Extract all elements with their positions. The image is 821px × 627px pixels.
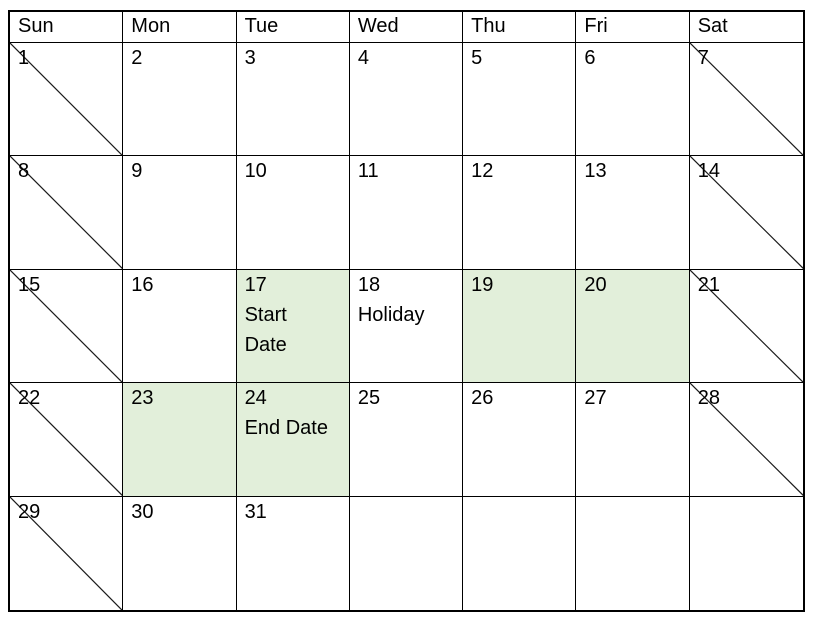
- day-number: 17: [244, 273, 267, 296]
- weekday-header: Sun: [10, 12, 123, 43]
- weekday-header: Wed: [350, 12, 463, 43]
- day-number: 8: [18, 160, 30, 183]
- day-cell: [576, 383, 689, 496]
- day-number: 9: [131, 160, 143, 183]
- day-cell: [237, 43, 350, 156]
- day-cell: [237, 383, 350, 496]
- day-number: 1: [18, 47, 30, 69]
- day-cell: [463, 270, 576, 383]
- day-number: 5: [471, 47, 483, 69]
- day-cell: [123, 156, 236, 269]
- day-number: 24: [244, 387, 267, 410]
- day-number: 30: [131, 500, 154, 523]
- day-number: 20: [584, 273, 607, 296]
- day-cell: [463, 497, 576, 610]
- day-cell: [690, 156, 803, 269]
- day-cell: [350, 497, 463, 610]
- day-cell: [690, 497, 803, 610]
- day-number: 10: [244, 160, 267, 183]
- weekday-header: Thu: [463, 12, 576, 43]
- day-cell: [576, 43, 689, 156]
- day-number: 18: [357, 273, 381, 296]
- day-number: 26: [471, 387, 494, 410]
- day-cell: [237, 497, 350, 610]
- day-number: 15: [18, 273, 41, 296]
- day-number: 11: [357, 160, 379, 183]
- weekday-header: Sat: [690, 12, 803, 43]
- day-number: 12: [471, 160, 494, 183]
- day-label: End Date: [244, 417, 328, 440]
- day-number: 28: [697, 387, 720, 410]
- day-number: 31: [244, 500, 267, 523]
- day-number: 14: [697, 160, 720, 183]
- day-cell: [690, 43, 803, 156]
- day-number: 21: [697, 273, 720, 296]
- day-number: 4: [357, 47, 369, 69]
- day-cell: [10, 43, 123, 156]
- day-cell: [576, 497, 689, 610]
- day-cell: [10, 497, 123, 610]
- calendar-grid: [8, 10, 805, 612]
- day-cell: [690, 383, 803, 496]
- day-cell: [10, 270, 123, 383]
- day-cell: [10, 383, 123, 496]
- day-cell: [463, 383, 576, 496]
- day-label: Start Date: [244, 303, 287, 356]
- weekday-header: Fri: [576, 12, 689, 43]
- day-number: 3: [244, 47, 256, 69]
- day-number: 23: [131, 387, 154, 410]
- day-number: 7: [697, 47, 709, 69]
- day-cell: [10, 156, 123, 269]
- day-number: 13: [584, 160, 607, 183]
- day-number: 27: [584, 387, 607, 410]
- weekday-header: Mon: [123, 12, 236, 43]
- day-cell: [576, 270, 689, 383]
- day-cell: [576, 156, 689, 269]
- day-cell: [123, 43, 236, 156]
- day-number: 6: [584, 47, 596, 69]
- day-cell: [237, 270, 350, 383]
- day-cell: [463, 43, 576, 156]
- day-cell: [237, 156, 350, 269]
- day-cell: [350, 43, 463, 156]
- day-cell: [123, 383, 236, 496]
- day-number: 2: [131, 47, 143, 69]
- day-number: 29: [18, 500, 41, 523]
- day-cell: [350, 270, 463, 383]
- day-number: 22: [18, 387, 41, 410]
- day-cell: [350, 383, 463, 496]
- day-number: 16: [131, 273, 154, 296]
- weekday-header: Tue: [237, 12, 350, 43]
- day-label: Holiday: [357, 303, 425, 326]
- day-cell: [690, 270, 803, 383]
- day-cell: [350, 156, 463, 269]
- day-number: 25: [357, 387, 381, 410]
- day-cell: [463, 156, 576, 269]
- day-cell: [123, 497, 236, 610]
- day-number: 19: [471, 273, 494, 296]
- day-cell: [123, 270, 236, 383]
